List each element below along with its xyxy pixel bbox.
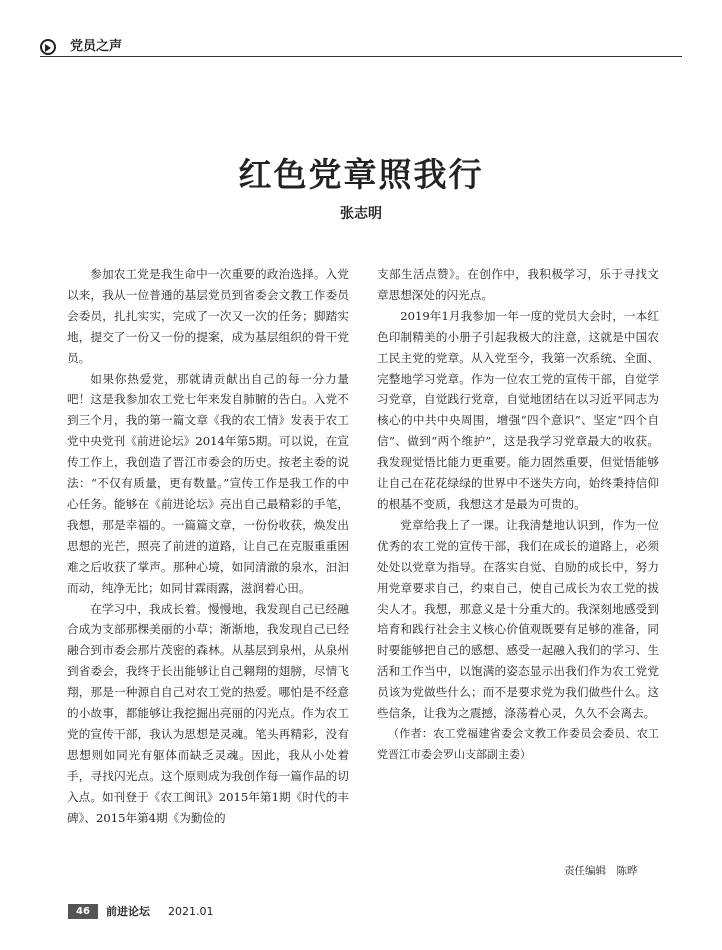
right-column [377, 264, 659, 766]
page-number: 46 [68, 904, 98, 919]
page-header [40, 38, 682, 58]
circled-arrow-icon [40, 39, 56, 55]
paragraph: 如果你热爱党，那就请贡献出自己的每一分力量吧！这是我参加农工党七年来发自肺腑的告白。入党不到三个月，我的第一篇文章《我的农工情》发表于农工党中央党刊《前进论坛》2014年第5期。可以说，在宣传工作上，我创造了晋江市委会的历史。按老主委的说法：“不仅有质量，更有数量。”宣传工作是我工作的中心任务。能够在《前进论坛》亮出自己最精彩的手笔，我想，那是幸福的。一篇篇文章，一份份收获，焕发出思想的光芒，照亮了前进的道路，让自己在克服重重困难之后收获了掌声。那种心境，如同清澈的泉水，汩汩而动，纯净无比；如同甘霖雨露，滋润着心田。 [67, 371, 349, 595]
article-author: 张志明 [340, 206, 382, 222]
paragraph: 2019年1月我参加一年一度的党员大会时，一本红色印制精美的小册子引起我极大的注意，这就是中国农工民主党的党章。从入党至今，我第一次系统、全面、完整地学习党章。作为一位农工党的宣传干部，自觉学习党章，自觉践行党章，自觉地团结在以习近平同志为核心的中共中央周围，增强“四个意识”、坚定“四个自信”、做到“两个维护”，这是我学习党章最大的收获。我发现觉悟比能力更重要。能力固然重要，但觉悟能够让自己在花花绿绿的世界中不迷失方向，始终秉持信仰的根基不变质，我想这才是最为可贵的。 [377, 308, 659, 511]
issue-date: 2021.01 [168, 905, 214, 918]
article-title: 红色党章照我行 [238, 155, 484, 194]
editor-credit: 责任编辑 陈晔 [564, 865, 638, 877]
paragraph: 参加农工党是我生命中一次重要的政治选择。入党以来，我从一位普通的基层党员到省委会文教工作委员会委员，扎扎实实，完成了一次又一次的任务；脚踏实地，提交了一份又一份的提案，成为基层组织的骨干党员。 [67, 267, 349, 365]
header-divider [40, 56, 682, 57]
publication-name: 前进论坛 [106, 905, 150, 918]
author-note: （作者：农工党福建省委会文教工作委员会委员、农工党晋江市委会罗山支部副主委） [377, 726, 659, 761]
paragraph: 在学习中，我成长着。慢慢地，我发现自己已经融合成为支部那棵美丽的小草；渐渐地，我发现自己已经融合到市委会那片茂密的森林。从基层到泉州，从泉州到省委会，我终于长出能够让自己翱翔的翅膀，尽情飞翔，那是一种源自自己对农工党的热爱。哪怕是不经意的小故事，都能够让我挖掘出亮丽的闪光点。作为农工党的宣传干部，我认为思想是灵魂。笔头再精彩，没有思想则如同光有躯体而缺乏灵魂。因此，我从小处着手，寻找闪光点。这个原则成为我创作每一篇作品的切入点。如刊登于《农工闽讯》2015年第1期《时代的丰碑》、2015年第4期《为勤俭的 [67, 601, 349, 825]
paragraph: 党章给我上了一课。让我清楚地认识到，作为一位优秀的农工党的宣传干部，我们在成长的道路上，必须处处以党章为指导。在落实自觉、自励的成长中，努力用党章要求自己，约束自己，使自己成长为农工党的拔尖人才。我想，那意义是十分重大的。我深刻地感受到培育和践行社会主义核心价值观既要有足够的准备，同时要能够把自己的感想、感受一起融入我们的学习、生活和工作当中，以饱满的姿态显示出我们作为农工党党员该为党做些什么；而不是要求党为我们做些什么。这些信条，让我为之震撼，涤荡着心灵，久久不会离去。 [377, 517, 659, 721]
paragraph-continuation: 支部生活点赞》。在创作中，我积极学习，乐于寻找文章思想深处的闪光点。 [377, 267, 659, 302]
left-column [67, 264, 349, 828]
section-title: 党员之声 [70, 39, 123, 54]
